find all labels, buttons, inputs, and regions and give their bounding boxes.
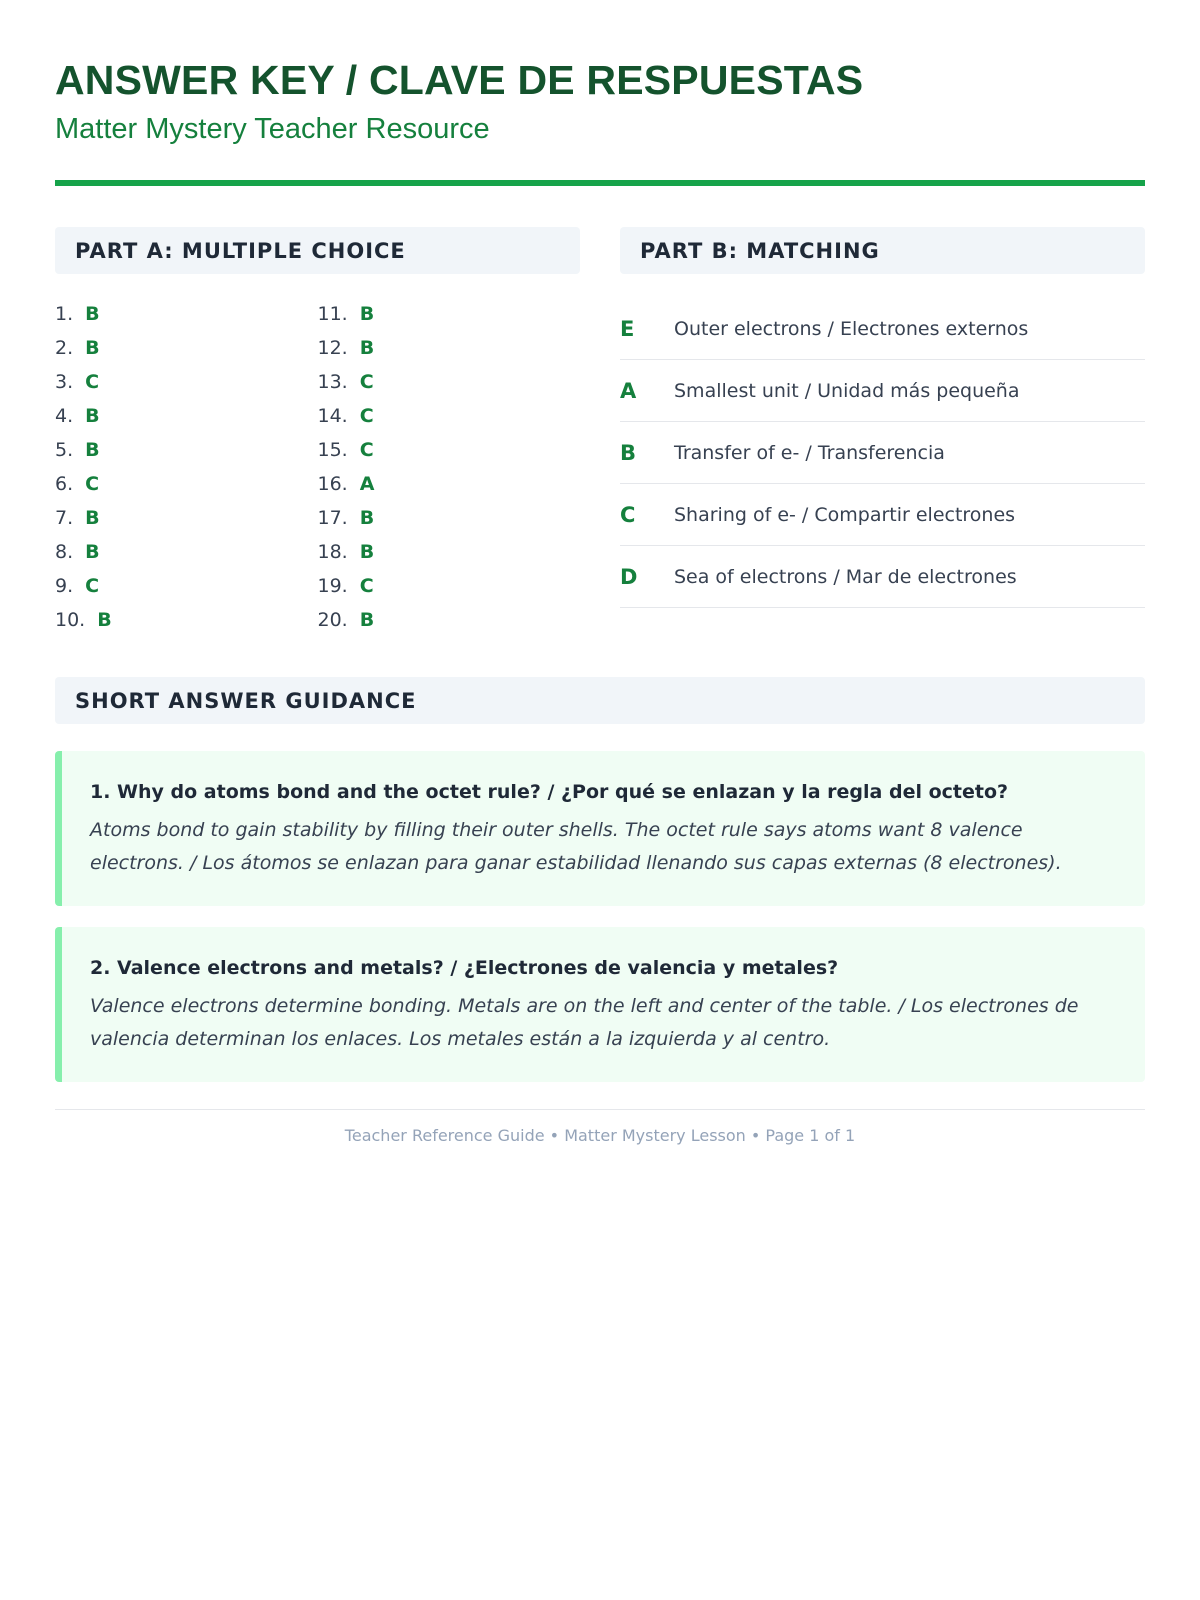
mc-item xyxy=(55,399,318,433)
mc-number: 18. xyxy=(317,541,348,563)
mc-item xyxy=(55,297,318,331)
mc-column-right xyxy=(318,297,581,637)
mc-number: 5. xyxy=(55,439,74,461)
mc-item xyxy=(55,331,318,365)
mc-item xyxy=(318,501,581,535)
multiple-choice-grid xyxy=(55,297,580,637)
mc-item xyxy=(318,569,581,603)
mc-item xyxy=(318,603,581,637)
match-letter: C xyxy=(620,502,636,527)
match-row xyxy=(620,422,1145,484)
mc-answer: C xyxy=(85,371,100,393)
mc-answer: B xyxy=(359,507,375,529)
part-b-section xyxy=(620,227,1145,637)
mc-item xyxy=(318,535,581,569)
mc-item xyxy=(318,297,581,331)
match-description: Smallest unit / Unidad más pequeña xyxy=(674,379,1020,402)
mc-answer: C xyxy=(359,371,374,393)
mc-answer: B xyxy=(97,609,112,631)
mc-number: 17. xyxy=(317,507,348,529)
mc-answer: B xyxy=(85,303,100,325)
page-title: ANSWER KEY / CLAVE DE RESPUESTAS xyxy=(55,57,864,103)
mc-number: 20. xyxy=(317,609,348,631)
mc-item xyxy=(318,399,581,433)
match-row xyxy=(620,298,1145,360)
mc-answer: B xyxy=(359,609,375,631)
mc-answer: C xyxy=(359,439,374,461)
mc-column-left xyxy=(55,297,318,637)
mc-number: 19. xyxy=(317,575,348,597)
short-answer-response: Atoms bond to gain stability by filling their outer shells. The octet rule says atoms want 8 valence electrons. / Los átomos se enlazan para ganar estabilidad llenando sus capas externas (8 electrones). xyxy=(90,819,1062,874)
part-a-heading: PART A: MULTIPLE CHOICE xyxy=(55,227,580,274)
mc-item xyxy=(55,535,318,569)
mc-answer: B xyxy=(85,405,100,427)
match-row xyxy=(620,484,1145,546)
mc-answer: B xyxy=(359,303,375,325)
match-row xyxy=(620,360,1145,422)
answer-columns xyxy=(55,227,1145,637)
mc-answer: C xyxy=(359,575,374,597)
mc-item xyxy=(318,365,581,399)
mc-answer: B xyxy=(85,541,100,563)
match-letter: A xyxy=(620,378,637,403)
mc-item xyxy=(55,433,318,467)
short-answer-question: 2. Valence electrons and metals? / ¿Electrones de valencia y metales? xyxy=(90,957,839,979)
mc-item xyxy=(55,501,318,535)
mc-number: 11. xyxy=(317,303,348,325)
match-letter: E xyxy=(620,316,635,341)
mc-item xyxy=(318,467,581,501)
mc-answer: B xyxy=(359,541,375,563)
mc-item xyxy=(318,331,581,365)
part-a-section xyxy=(55,227,580,637)
page-footer: Teacher Reference Guide • Matter Mystery Lesson • Page 1 of 1 xyxy=(55,1109,1145,1145)
mc-number: 1. xyxy=(55,303,74,325)
mc-answer: B xyxy=(85,337,100,359)
mc-answer: C xyxy=(85,473,100,495)
part-b-heading: PART B: MATCHING xyxy=(620,227,1145,274)
mc-item xyxy=(55,603,318,637)
mc-answer: B xyxy=(359,337,375,359)
match-letter: D xyxy=(620,564,638,589)
mc-number: 7. xyxy=(55,507,74,529)
short-answer-section xyxy=(55,677,1145,1082)
page-subtitle: Matter Mystery Teacher Resource xyxy=(55,113,490,145)
short-answer-card xyxy=(55,751,1145,906)
mc-item xyxy=(318,433,581,467)
match-row xyxy=(620,546,1145,608)
mc-number: 15. xyxy=(317,439,348,461)
mc-number: 13. xyxy=(317,371,348,393)
mc-number: 2. xyxy=(55,337,74,359)
mc-number: 6. xyxy=(55,473,74,495)
mc-number: 8. xyxy=(55,541,74,563)
mc-answer: B xyxy=(85,439,100,461)
header-divider xyxy=(55,180,1145,186)
short-answer-question: 1. Why do atoms bond and the octet rule? / ¿Por qué se enlazan y la regla del octeto? xyxy=(90,781,1009,803)
match-description: Outer electrons / Electrones externos xyxy=(674,317,1029,340)
match-description: Sharing of e- / Compartir electrones xyxy=(674,503,1016,526)
mc-item xyxy=(55,569,318,603)
short-answer-heading: SHORT ANSWER GUIDANCE xyxy=(55,677,1145,724)
match-description: Transfer of e- / Transferencia xyxy=(674,441,945,464)
mc-number: 14. xyxy=(317,405,348,427)
match-description: Sea of electrons / Mar de electrones xyxy=(674,565,1017,588)
mc-answer: B xyxy=(85,507,100,529)
mc-answer: C xyxy=(359,405,374,427)
mc-number: 3. xyxy=(55,371,74,393)
mc-number: 9. xyxy=(55,575,74,597)
short-answer-response: Valence electrons determine bonding. Metals are on the left and center of the table. / Los electrones de valencia determinan los enlaces. Los metales están a la izquierda y al centro. xyxy=(90,995,1079,1050)
mc-answer: C xyxy=(85,575,100,597)
mc-number: 12. xyxy=(317,337,348,359)
mc-number: 4. xyxy=(55,405,74,427)
mc-item xyxy=(55,467,318,501)
short-answer-card xyxy=(55,927,1145,1082)
matching-list xyxy=(620,298,1145,608)
match-letter: B xyxy=(620,440,637,465)
mc-number: 16. xyxy=(317,473,348,495)
mc-answer: A xyxy=(359,473,375,495)
mc-number: 10. xyxy=(55,609,86,631)
mc-item xyxy=(55,365,318,399)
